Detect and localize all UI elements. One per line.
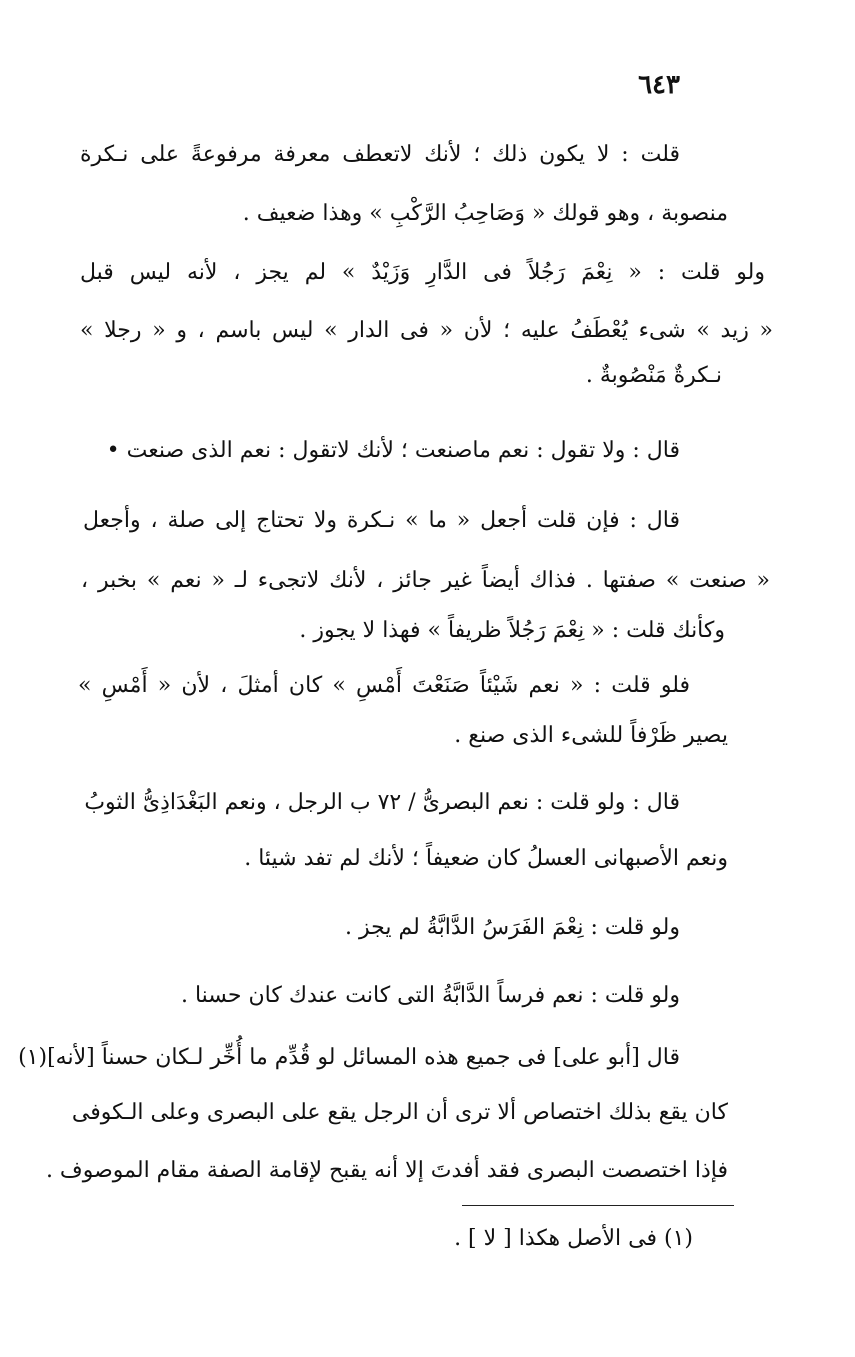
text-line: يصير ظَرْفاً للشىء الذى صنع . [454, 723, 728, 748]
text-line: ولو قلت : نِعْمَ الفَرَسُ الدَّابَّةُ لم يجز . [345, 915, 680, 940]
text-line: كان يقع بذلك اختصاص ألا ترى أن الرجل يقع على البصرى وعلى الـكوفى [71, 1100, 728, 1125]
text-line: قال : ولو قلت : نعم البصرىُّ / ٧٢ ب الرجل ، ونعم البَغْدَاذِىُّ الثوبُ [84, 790, 680, 815]
footnote-divider [462, 1205, 734, 1206]
text-line: قال [أبو على] فى جميع هذه المسائل لو قُدِّم ما أُخِّر لـكان حسناً [لأنه](١) [18, 1045, 680, 1070]
text-line: ونعم الأصبهانى العسلُ كان ضعيفاً ؛ لأنك لم تفد شيئا . [244, 846, 728, 871]
text-line: قلت : لا يكون ذلك ؛ لأنك لاتعطف معرفة مرفوعةً على نـكرة [80, 142, 680, 167]
text-line: ولو قلت : نعم فرساً الدَّابَّةُ التى كانت عندك كان حسنا . [180, 983, 680, 1008]
text-line: « صنعت » صفتها . فذاك أيضاً غير جائز ، لأنك لاتجىء لـ « نعم » بخبر ، [81, 568, 770, 593]
text-line: فإذا اختصصت البصرى فقد أفدتَ إلا أنه يقبح لإقامة الصفة مقام الموصوف . [45, 1158, 728, 1183]
text-line: قال : فإن قلت أجعل « ما » نـكرة ولا تحتاج إلى صلة ، وأجعل [83, 508, 680, 533]
text-line: منصوبة ، وهو قولك « وَصَاحِبُ الرَّكْبِ » وهذا ضعيف . [242, 201, 728, 226]
text-line: وكأنك قلت : « نِعْمَ رَجُلاً ظريفاً » فهذا لا يجوز . [299, 618, 725, 643]
text-line: نـكرةٌ مَنْصُوبةٌ . [585, 363, 722, 388]
text-line: ولو قلت : « نِعْمَ رَجُلاً فى الدَّارِ وَزَيْدٌ » لم يجز ، لأنه ليس قبل [80, 260, 765, 285]
text-line: قال : ولا تقول : نعم ماصنعت ؛ لأنك لاتقول : نعم الذى صنعت • [106, 438, 680, 463]
footnote: (١) فى الأصل هكذا [ لا ] . [454, 1226, 693, 1251]
text-line: « زيد » شىء يُعْطَفُ عليه ؛ لأن « فى الدار » ليس باسم ، و « رجلا » [80, 318, 773, 343]
text-line: فلو قلت : « نعم شَيْئاً صَنَعْتَ أَمْسِ » كان أمثلَ ، لأن « أَمْسِ » [78, 673, 690, 698]
page-number: ٦٤٣ [638, 70, 680, 100]
